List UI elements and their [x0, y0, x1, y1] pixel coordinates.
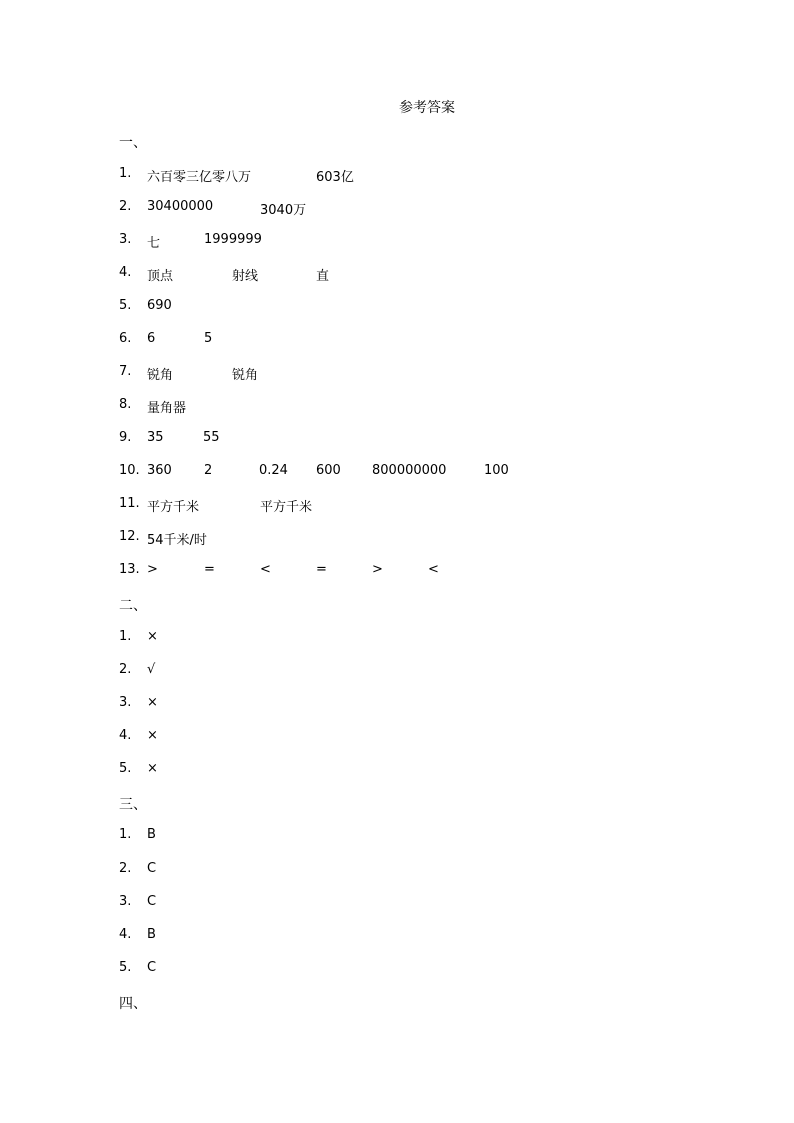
- answer: 55: [203, 430, 220, 445]
- answer-row: [0, 463, 794, 483]
- answer: >: [147, 562, 158, 577]
- answer: 锐角: [232, 368, 259, 383]
- question-number: 4.: [119, 265, 132, 280]
- question-number: 5.: [119, 761, 132, 776]
- answer-row: [0, 232, 794, 252]
- answer-row: [0, 430, 794, 450]
- answer: ×: [147, 761, 158, 776]
- answer: 射线: [232, 269, 259, 284]
- answer: C: [147, 960, 157, 975]
- question-number: 2.: [119, 199, 132, 214]
- answer: 3040万: [260, 203, 307, 218]
- answer-row: [0, 562, 794, 582]
- answer-row: [0, 861, 794, 881]
- page-title: 参考答案: [399, 100, 455, 116]
- answer: C: [147, 861, 157, 876]
- answer-row: [0, 761, 794, 781]
- answer: √: [147, 662, 156, 677]
- section-heading-4: 四、: [119, 996, 147, 1012]
- answer-row: [0, 927, 794, 947]
- question-number: 2.: [119, 662, 132, 677]
- question-number: 13.: [119, 562, 140, 577]
- answer-row: [0, 629, 794, 649]
- question-number: 3.: [119, 695, 132, 710]
- answer-row: [0, 166, 794, 186]
- answer: <: [428, 562, 439, 577]
- answer: >: [372, 562, 383, 577]
- question-number: 1.: [119, 629, 132, 644]
- answer-row: [0, 960, 794, 980]
- answer-row: [0, 199, 794, 219]
- answer: 35: [147, 430, 164, 445]
- question-number: 3.: [119, 894, 132, 909]
- answer: 锐角: [147, 368, 174, 383]
- answer: 直: [316, 269, 330, 284]
- answer-row: [0, 298, 794, 318]
- question-number: 9.: [119, 430, 132, 445]
- question-number: 1.: [119, 827, 132, 842]
- answer: 2: [204, 463, 213, 478]
- answer: =: [316, 562, 327, 577]
- answer: 平方千米: [260, 500, 313, 515]
- question-number: 11.: [119, 496, 140, 511]
- answer-row: [0, 331, 794, 351]
- answer: 0.24: [259, 463, 288, 478]
- question-number: 10.: [119, 463, 140, 478]
- answer: ×: [147, 728, 158, 743]
- answer: 30400000: [147, 199, 214, 214]
- answer: <: [260, 562, 271, 577]
- answer-row: [0, 265, 794, 285]
- answer: 平方千米: [147, 500, 200, 515]
- answer: C: [147, 894, 157, 909]
- section-heading-3: 三、: [119, 797, 147, 813]
- question-number: 5.: [119, 298, 132, 313]
- answer: 54千米/时: [147, 533, 207, 548]
- answer-row: [0, 728, 794, 748]
- answer: 六百零三亿零八万: [147, 170, 252, 185]
- question-number: 1.: [119, 166, 132, 181]
- question-number: 8.: [119, 397, 132, 412]
- question-number: 4.: [119, 728, 132, 743]
- answer: B: [147, 827, 156, 842]
- answer: 量角器: [147, 401, 187, 416]
- question-number: 5.: [119, 960, 132, 975]
- answer: 100: [484, 463, 509, 478]
- answer-row: [0, 397, 794, 417]
- answer: ×: [147, 629, 158, 644]
- answer: 1999999: [204, 232, 262, 247]
- answer: B: [147, 927, 156, 942]
- question-number: 3.: [119, 232, 132, 247]
- answer: ×: [147, 695, 158, 710]
- question-number: 4.: [119, 927, 132, 942]
- section-heading-1: 一、: [119, 135, 147, 151]
- answer-row: [0, 496, 794, 516]
- answer: 顶点: [147, 269, 174, 284]
- answer: 6: [147, 331, 156, 346]
- answer-row: [0, 662, 794, 682]
- answer: 360: [147, 463, 172, 478]
- answer-row: [0, 894, 794, 914]
- answer: 800000000: [372, 463, 447, 478]
- answer: 七: [147, 236, 161, 251]
- answer-row: [0, 364, 794, 384]
- question-number: 6.: [119, 331, 132, 346]
- answer: 5: [204, 331, 213, 346]
- answer: 690: [147, 298, 172, 313]
- answer-row: [0, 529, 794, 549]
- question-number: 12.: [119, 529, 140, 544]
- answer: 600: [316, 463, 341, 478]
- answer: =: [204, 562, 215, 577]
- answer-row: [0, 695, 794, 715]
- question-number: 2.: [119, 861, 132, 876]
- answer-row: [0, 827, 794, 847]
- question-number: 7.: [119, 364, 132, 379]
- answer: 603亿: [316, 170, 354, 185]
- section-heading-2: 二、: [119, 598, 147, 614]
